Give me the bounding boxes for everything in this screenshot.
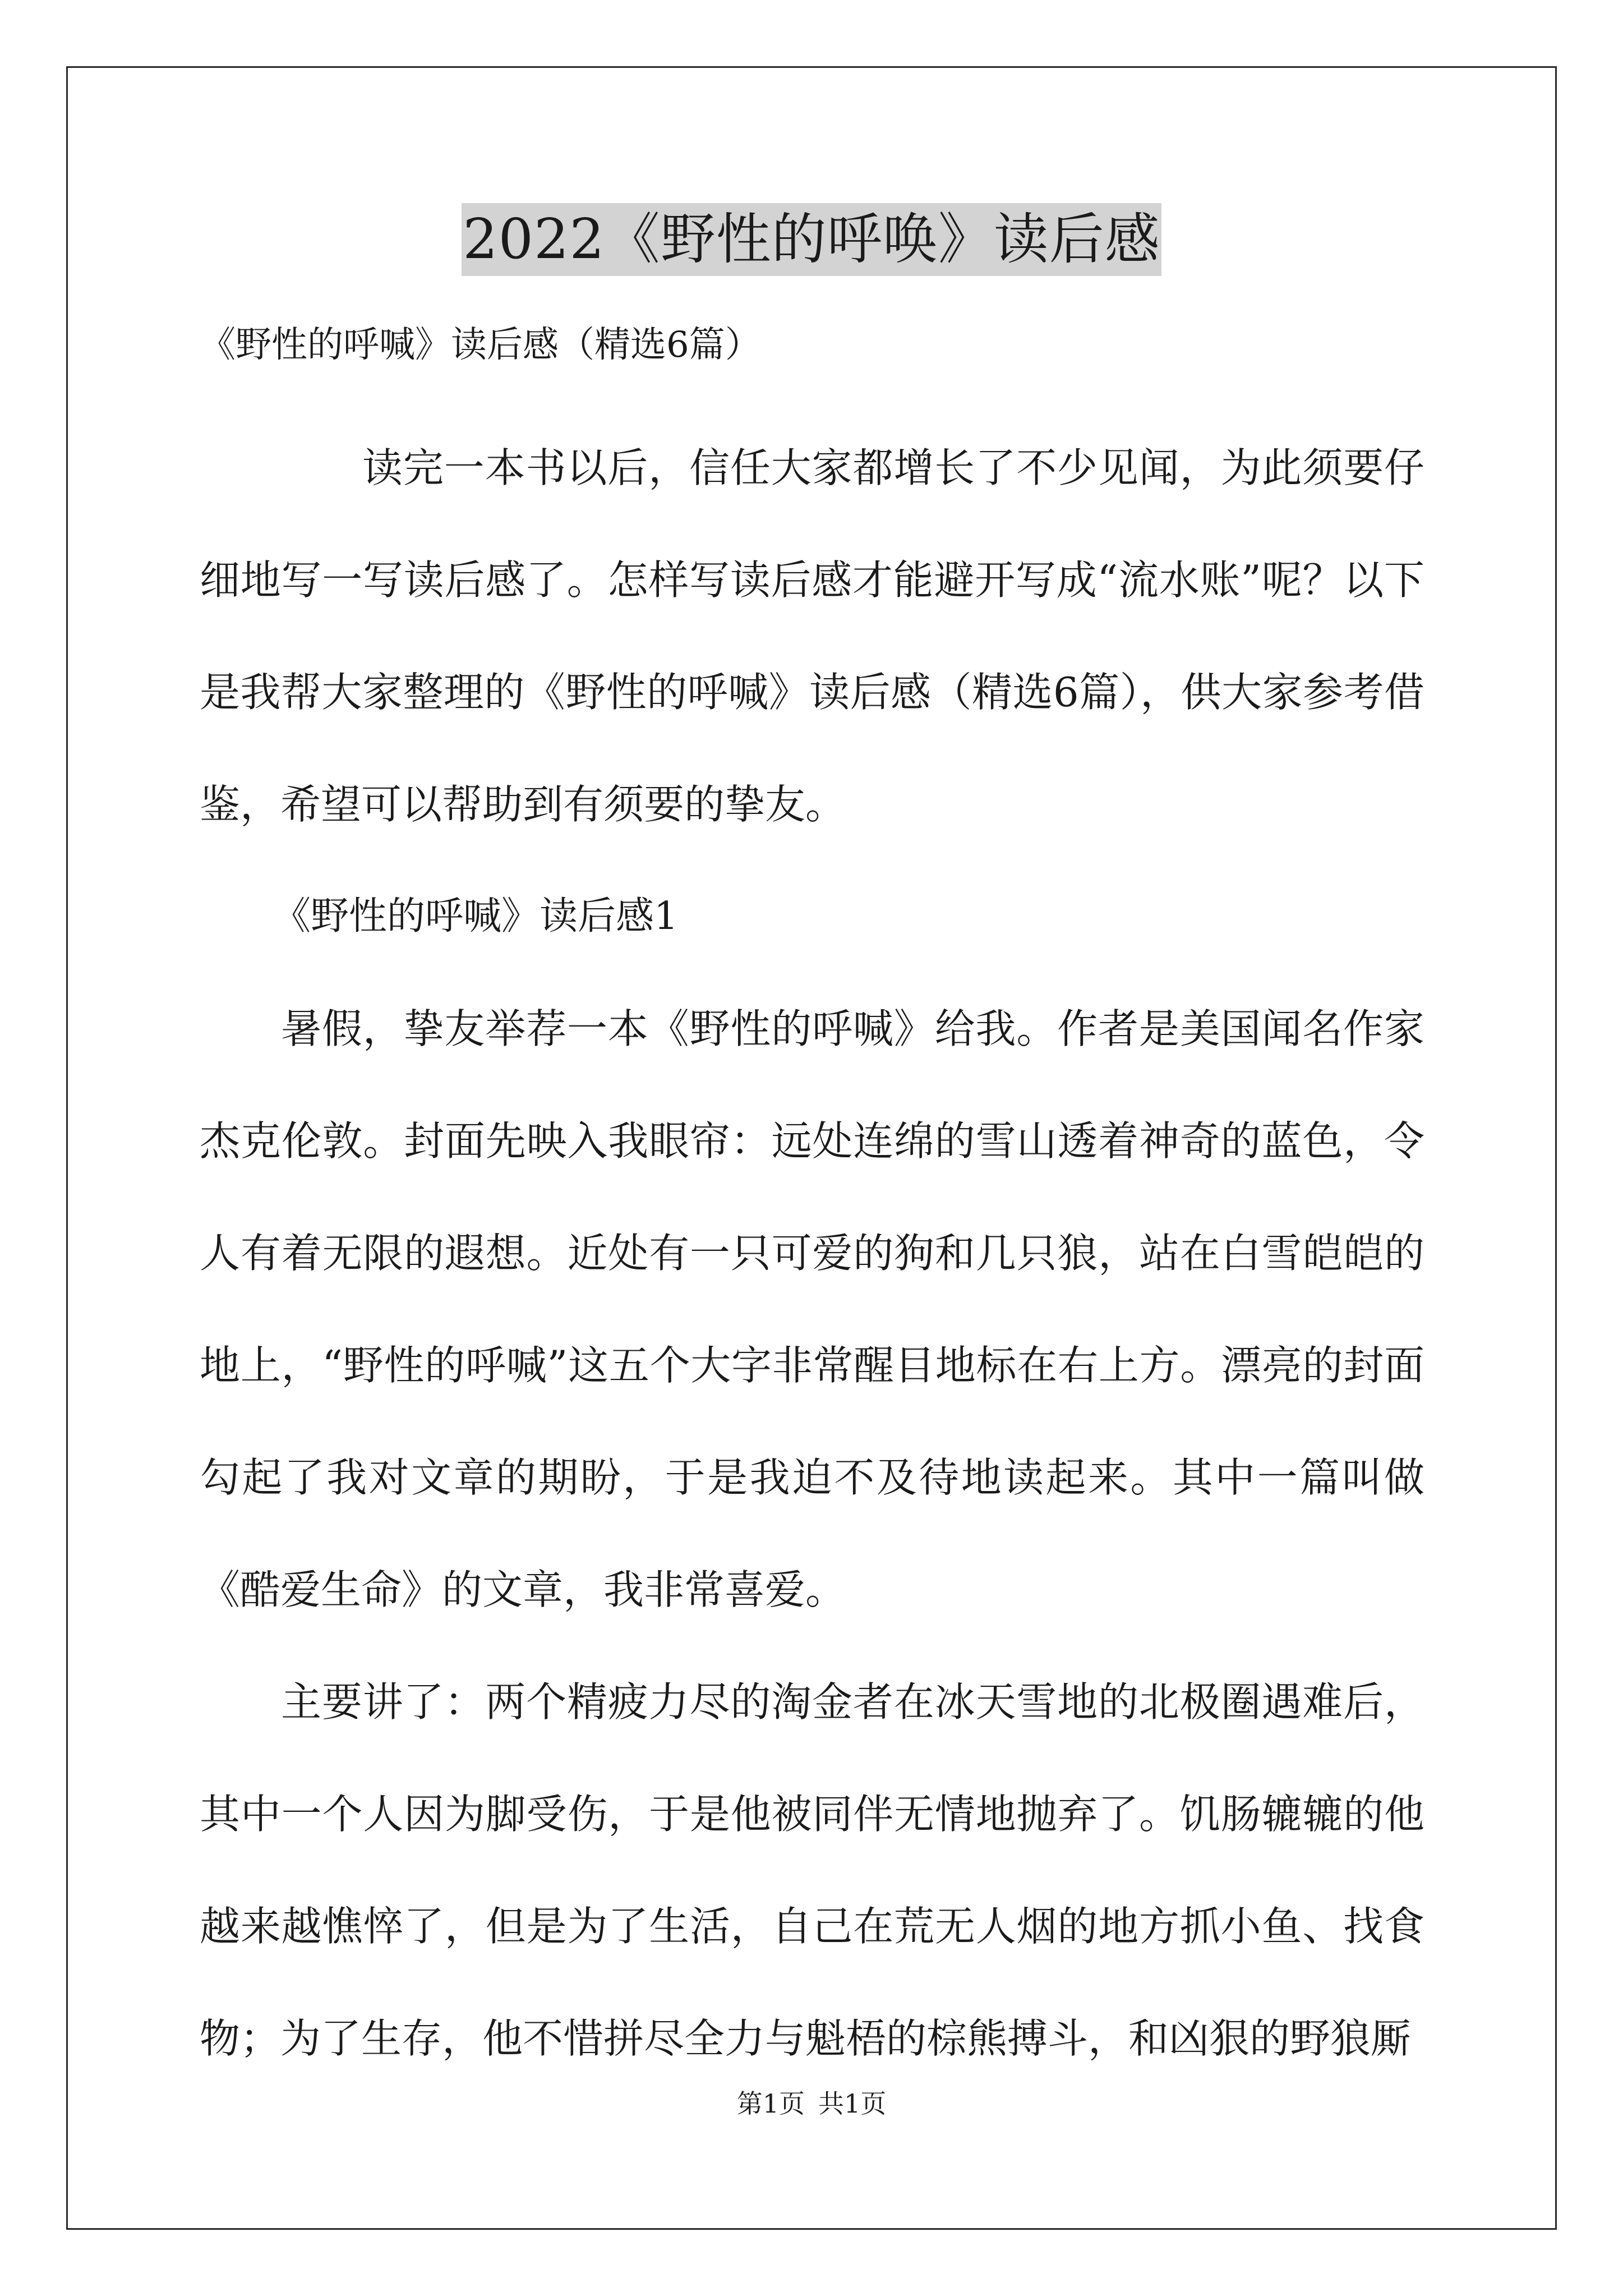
document-subtitle: 《野性的呼喊》读后感（精选6篇）: [200, 324, 761, 366]
page-number: 第1页: [736, 2088, 805, 2119]
section-heading: 《野性的呼喊》读后感1: [273, 894, 679, 938]
page-footer: [0, 2087, 1623, 2120]
page-total: 共1页: [818, 2088, 887, 2119]
body-paragraph-1: 暑假，挚友举荐一本《野性的呼喊》给我。作者是美国闻名作家杰克伦敦。封面先映入我眼帘：远处连绵的雪山透着神奇的蓝色，令人有着无限的遐想。近处有一只可爱的狗和几只狼，站在白雪皑皑的地上，“野性的呼喊”这五个大字非常醒目地标在右上方。漂亮的封面勾起了我对文章的期盼，于是我迫不及待地读起来。其中一篇叫做《酷爱生命》的文章，我非常喜爱。: [200, 1005, 1424, 1613]
intro-paragraph: 读完一本书以后，信任大家都增长了不少见闻，为此须要仔细地写一写读后感了。怎样写读后感才能避开写成“流水账”呢？以下是我帮大家整理的《野性的呼喊》读后感（精选6篇），供大家参考借鉴，希望可以帮助到有须要的挚友。: [200, 444, 1424, 828]
document-body: [200, 314, 1424, 2095]
body-paragraph-2: 主要讲了：两个精疲力尽的淘金者在冰天雪地的北极圈遇难后，其中一个人因为脚受伤，于是他被同伴无情地抛弃了。饥肠辘辘的他越来越憔悴了，但是为了生活，自己在荒无人烟的地方抓小鱼、找食物；为了生存，他不惜拼尽全力与魁梧的棕熊搏斗，和凶狠的野狼厮: [200, 1678, 1424, 2062]
document-title: 2022《野性的呼唤》读后感: [462, 203, 1161, 276]
title-container: [0, 203, 1623, 276]
